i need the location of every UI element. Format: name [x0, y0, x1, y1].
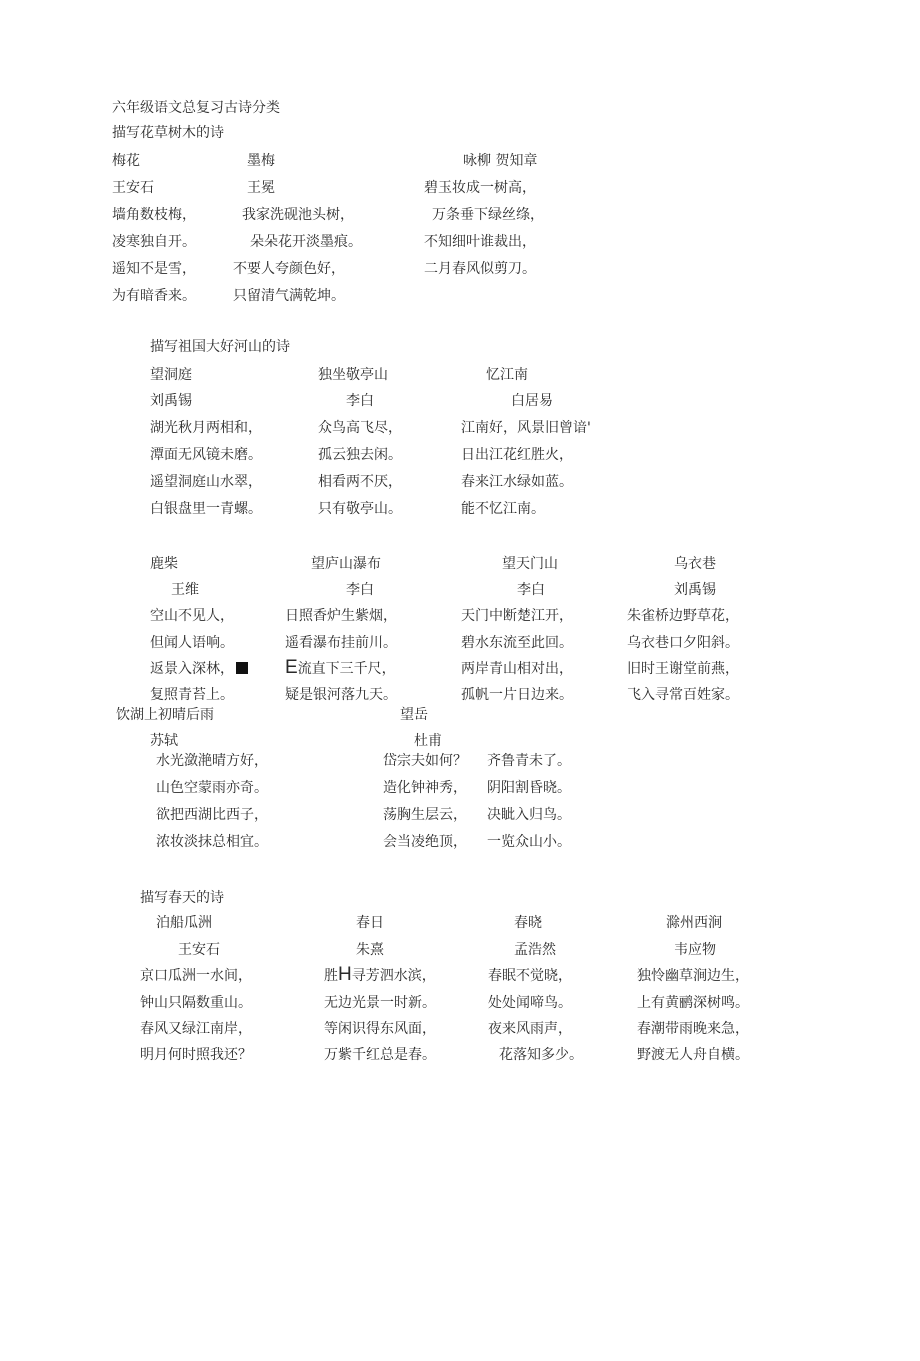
poem-line: 浓妆淡抹总相宜。: [156, 834, 268, 850]
poem-line: 不知细叶谁裁出，: [424, 234, 536, 250]
poem-line: 我家洗砚池头树，: [242, 207, 354, 223]
poem-line: 独怜幽草涧边生，: [637, 968, 749, 984]
poem-title: 饮湖上初晴后雨: [116, 707, 214, 723]
poem-title: 泊船瓜洲: [156, 915, 212, 931]
poem-line: 一览众山小。: [487, 834, 571, 850]
poem-line: [285, 657, 396, 678]
poem-line: 只有敬亭山。: [318, 501, 402, 517]
poem-title: 望岳: [400, 707, 428, 723]
poem-line: 朵朵花开淡墨痕。: [250, 234, 362, 250]
poem-line: [150, 660, 248, 678]
poem-line: 遥看瀑布挂前川。: [285, 635, 397, 651]
poem-line: 阴阳割昏晓。: [487, 780, 571, 796]
poem-title: 独坐敬亭山: [318, 367, 388, 383]
poem-author: 韦应物: [674, 942, 716, 958]
poem-author: 王冕: [247, 180, 275, 196]
poem-line: 乌衣巷口夕阳斜。: [627, 635, 739, 651]
poem-line: 花落知多少。: [499, 1047, 583, 1063]
poem-author: 李白: [517, 582, 545, 598]
poem-line: 明月何时照我还？: [140, 1047, 252, 1063]
poem-author: 李白: [346, 582, 374, 598]
poem-line: 夜来风雨声，: [488, 1021, 572, 1037]
poem-line: 只留清气满乾坤。: [233, 288, 345, 304]
poem-line: 墙角数枝梅，: [112, 207, 196, 223]
poem-title: 乌衣巷: [674, 556, 716, 572]
poem-line: 京口瓜洲一水间，: [140, 968, 252, 984]
poem-title: 滁州西涧: [666, 915, 722, 931]
poem-line-text: 胜: [324, 968, 338, 984]
poem-line: 碧水东流至此回。: [461, 635, 573, 651]
poem-line: 天门中断楚江开，: [461, 608, 573, 624]
poem-line: 荡胸生层云，: [383, 807, 467, 823]
poem-line: 日照香炉生紫烟，: [285, 608, 397, 624]
poem-author: 王安石: [178, 942, 220, 958]
poem-line: 遥知不是雪，: [112, 261, 196, 277]
poem-title: 忆江南: [486, 367, 528, 383]
poem-line: 不要人夸颜色好，: [233, 261, 345, 277]
poem-line: 钟山只隔数重山。: [140, 995, 252, 1011]
poem-author: 孟浩然: [514, 942, 556, 958]
poem-line: 复照青苔上。: [150, 687, 234, 703]
poem-line: [324, 964, 436, 985]
poem-line: 水光潋滟晴方好，: [156, 753, 268, 769]
poem-line: 无边光景一时新。: [324, 995, 436, 1011]
poem-line: 空山不见人，: [150, 608, 234, 624]
poem-author: 王维: [171, 582, 199, 598]
poem-line: 为有暗香来。: [112, 288, 196, 304]
poem-line: 遥望洞庭山水翠，: [150, 474, 262, 490]
poem-title: 咏柳 贺知章: [463, 153, 538, 169]
section-heading-landscape: 描写祖国大好河山的诗: [150, 339, 290, 355]
poem-line: 山色空蒙雨亦奇。: [156, 780, 268, 796]
poem-title: 鹿柴: [150, 556, 178, 572]
poem-line-text: 寻芳泗水滨，: [351, 968, 436, 984]
poem-line: 春来江水绿如蓝。: [461, 474, 573, 490]
poem-line: 碧玉妆成一树高，: [424, 180, 536, 196]
poem-title: 梅花: [112, 153, 140, 169]
poem-line: 齐鲁青未了。: [487, 753, 571, 769]
poem-line: 春潮带雨晚来急，: [637, 1021, 749, 1037]
poem-line: 众鸟高飞尽，: [318, 420, 402, 436]
section-heading-spring: 描写春天的诗: [140, 890, 224, 906]
poem-line: 万条垂下绿丝绦，: [432, 207, 544, 223]
poem-author: 王安石: [112, 180, 154, 196]
section-heading-flowers-trees: 描写花草树木的诗: [112, 125, 224, 141]
poem-author: 苏轼: [150, 733, 178, 749]
poem-title: 望洞庭: [150, 367, 192, 383]
poem-line: 等闲识得东风面，: [324, 1021, 436, 1037]
poem-title: 春日: [356, 915, 384, 931]
poem-line: 两岸青山相对出，: [461, 661, 573, 677]
poem-author: 刘禹锡: [150, 393, 192, 409]
poem-line: 飞入寻常百姓家。: [627, 687, 739, 703]
poem-line: 野渡无人舟自横。: [637, 1047, 749, 1063]
poem-line: 造化钟神秀，: [383, 780, 467, 796]
poem-line: 但闻人语响。: [150, 635, 234, 651]
poem-line: 白银盘里一青螺。: [150, 501, 262, 517]
poem-title: 春晓: [514, 915, 542, 931]
poem-author: 朱熹: [356, 942, 384, 958]
poem-line: 处处闻啼鸟。: [488, 995, 572, 1011]
poem-line: 春眠不觉晓，: [488, 968, 572, 984]
poem-line: 凌寒独自开。: [112, 234, 196, 250]
poem-title: 墨梅: [247, 153, 275, 169]
black-square-glyph: [236, 662, 248, 674]
large-glyph: H: [338, 964, 352, 985]
poem-line: 万紫千红总是春。: [324, 1047, 436, 1063]
poem-line: 欲把西湖比西子，: [156, 807, 268, 823]
poem-line: 孤帆一片日边来。: [461, 687, 573, 703]
poem-line: 上有黄鹂深树鸣。: [637, 995, 749, 1011]
poem-line: 岱宗夫如何？: [383, 753, 467, 769]
poem-line: 春风又绿江南岸，: [140, 1021, 252, 1037]
poem-line: 旧时王谢堂前燕，: [627, 661, 739, 677]
poem-line-text: 返景入深林，: [150, 661, 234, 677]
poem-line-text: 流直下三千尺，: [297, 661, 396, 677]
document-title: 六年级语文总复习古诗分类: [112, 100, 280, 116]
poem-line: 相看两不厌，: [318, 474, 402, 490]
poem-line: 江南好，风景旧曾谙': [461, 420, 591, 436]
poem-line: 决眦入归鸟。: [487, 807, 571, 823]
poem-title: 望庐山瀑布: [311, 556, 381, 572]
poem-author: 刘禹锡: [674, 582, 716, 598]
large-glyph: E: [285, 657, 298, 678]
poem-line: 孤云独去闲。: [318, 447, 402, 463]
poem-line: 湖光秋月两相和，: [150, 420, 262, 436]
poem-line: 会当凌绝顶，: [383, 834, 467, 850]
poem-author: 白居易: [511, 393, 553, 409]
poem-author: 杜甫: [414, 733, 442, 749]
poem-line: 疑是银河落九天。: [285, 687, 397, 703]
poem-title: 望天门山: [502, 556, 558, 572]
poem-line: 二月春风似剪刀。: [424, 261, 536, 277]
poem-line: 朱雀桥边野草花，: [627, 608, 739, 624]
poem-line: 潭面无风镜未磨。: [150, 447, 262, 463]
poem-line: 日出江花红胜火，: [461, 447, 573, 463]
poem-author: 李白: [346, 393, 374, 409]
poem-line: 能不忆江南。: [461, 501, 545, 517]
